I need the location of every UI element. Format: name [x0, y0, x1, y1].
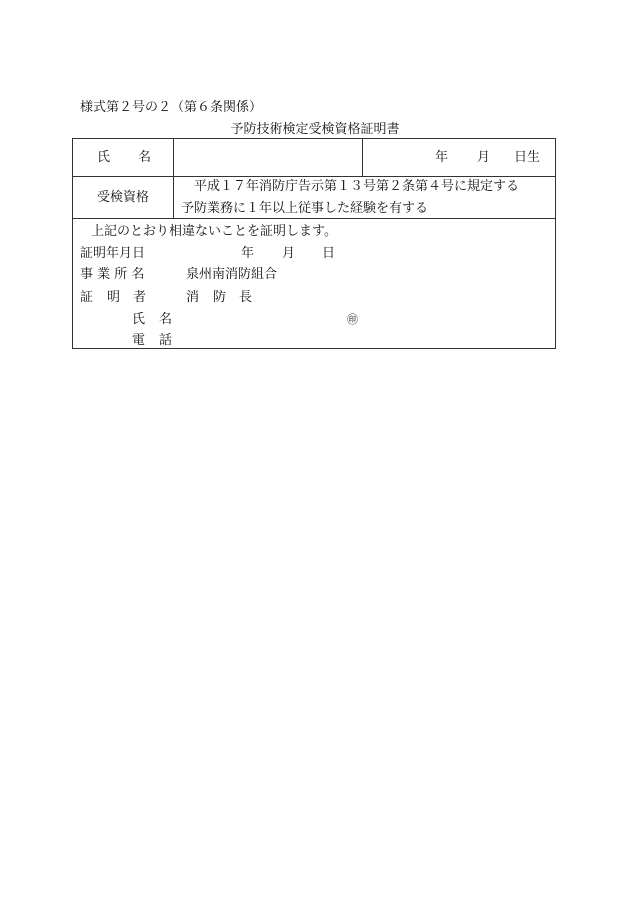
certification-date-label: 証明年月日 — [80, 246, 146, 261]
row-divider — [73, 218, 555, 219]
name-label-char: 名 — [138, 150, 152, 165]
certifier-value-char: 防 — [213, 290, 227, 305]
certifier-label-char: 証 — [80, 290, 94, 305]
phone-label-char: 話 — [159, 333, 173, 348]
phone-label-char: 電 — [132, 333, 146, 348]
certification-date-day: 日 — [322, 246, 336, 261]
certification-statement: 上記のとおり相違ないことを証明します。 — [91, 224, 337, 239]
document-title: 予防技術検定受検資格証明書 — [230, 122, 400, 137]
qualification-label: 受検資格 — [97, 190, 150, 205]
birth-month-label: 月 — [477, 150, 491, 165]
column-divider — [173, 139, 174, 218]
certifier-label-char: 明 — [107, 290, 121, 305]
certificate-form — [72, 138, 556, 349]
qualification-text-line2: 予防業務に１年以上従事した経験を有する — [181, 201, 429, 216]
office-value: 泉州南消防組合 — [186, 267, 278, 282]
certification-date-month: 月 — [282, 246, 296, 261]
name-label-char: 氏 — [97, 150, 111, 165]
row-divider — [73, 176, 555, 177]
form-number: 様式第２号の２（第６条関係） — [80, 100, 263, 115]
certifier-name-label-char: 氏 — [132, 312, 146, 327]
column-divider — [362, 139, 363, 176]
birth-year-label: 年 — [435, 150, 449, 165]
certifier-label-char: 者 — [133, 290, 147, 305]
office-label: 事 業 所 名 — [80, 267, 145, 282]
birth-day-label: 日生 — [514, 150, 541, 165]
certification-date-year: 年 — [241, 246, 255, 261]
certifier-name-label-char: 名 — [159, 312, 173, 327]
seal-mark: ㊞ — [347, 313, 358, 326]
certifier-value-char: 長 — [239, 290, 253, 305]
certifier-value-char: 消 — [186, 290, 200, 305]
qualification-text-line1: 平成１７年消防庁告示第１３号第２条第４号に規定する — [194, 179, 520, 194]
